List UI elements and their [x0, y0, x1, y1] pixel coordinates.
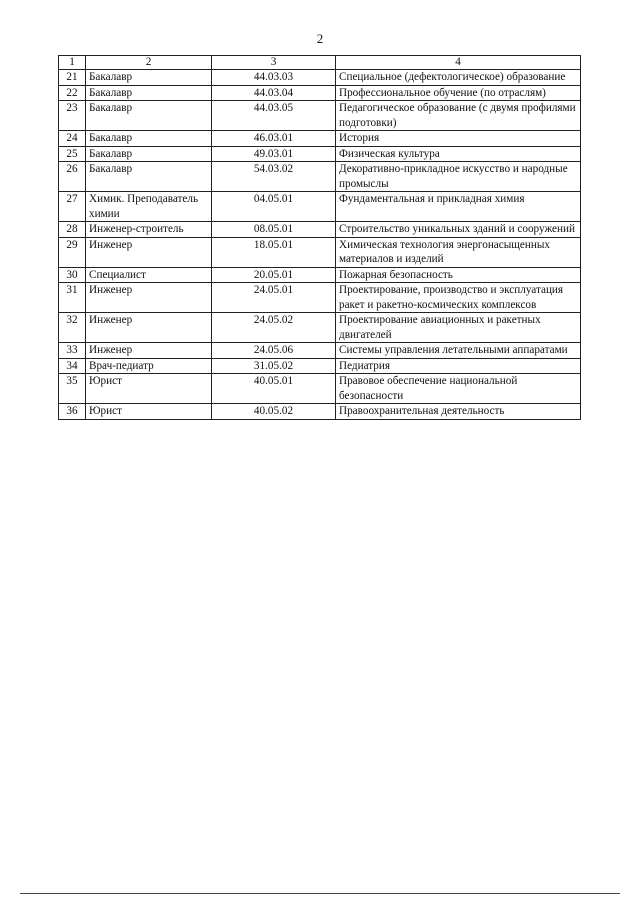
- qualification-cell: Юрист: [86, 374, 212, 404]
- row-number: 27: [59, 192, 86, 222]
- row-number: 33: [59, 343, 86, 359]
- table-row: [59, 283, 581, 313]
- code-cell: 20.05.01: [212, 267, 336, 283]
- table-row: [59, 101, 581, 131]
- specialty-cell: Педагогическое образование (с двумя профилями подготовки): [336, 101, 581, 131]
- qualification-cell: Бакалавр: [86, 85, 212, 101]
- specialty-cell: Химическая технология энергонасыщенных материалов и изделий: [336, 237, 581, 267]
- specialty-cell: Проектирование, производство и эксплуатация ракет и ракетно-космических комплексов: [336, 283, 581, 313]
- column-header-4: 4: [336, 56, 581, 70]
- code-cell: 44.03.04: [212, 85, 336, 101]
- specialty-cell: Профессиональное обучение (по отраслям): [336, 85, 581, 101]
- code-cell: 18.05.01: [212, 237, 336, 267]
- qualification-cell: Бакалавр: [86, 131, 212, 147]
- qualification-cell: Инженер: [86, 237, 212, 267]
- specialty-cell: Физическая культура: [336, 146, 581, 162]
- code-cell: 49.03.01: [212, 146, 336, 162]
- table-row: [59, 237, 581, 267]
- table-row: [59, 192, 581, 222]
- table-row: [59, 131, 581, 147]
- table-row: [59, 404, 581, 420]
- qualification-cell: Инженер-строитель: [86, 222, 212, 238]
- qualification-cell: Химик. Преподаватель химии: [86, 192, 212, 222]
- row-number: 29: [59, 237, 86, 267]
- specialty-cell: Правовое обеспечение национальной безопасности: [336, 374, 581, 404]
- row-number: 32: [59, 313, 86, 343]
- page-bottom-rule: [20, 893, 620, 894]
- code-cell: 40.05.01: [212, 374, 336, 404]
- code-cell: 40.05.02: [212, 404, 336, 420]
- qualification-cell: Бакалавр: [86, 101, 212, 131]
- table-row: [59, 267, 581, 283]
- row-number: 23: [59, 101, 86, 131]
- page-number: 2: [316, 31, 324, 46]
- table-row: [59, 85, 581, 101]
- table-row: [59, 70, 581, 86]
- row-number: 24: [59, 131, 86, 147]
- code-cell: 08.05.01: [212, 222, 336, 238]
- qualification-cell: Бакалавр: [86, 162, 212, 192]
- code-cell: 44.03.03: [212, 70, 336, 86]
- qualification-cell: Бакалавр: [86, 70, 212, 86]
- code-cell: 54.03.02: [212, 162, 336, 192]
- code-cell: 44.03.05: [212, 101, 336, 131]
- table-row: [59, 146, 581, 162]
- table-row: [59, 343, 581, 359]
- row-number: 28: [59, 222, 86, 238]
- specialty-cell: История: [336, 131, 581, 147]
- qualification-cell: Юрист: [86, 404, 212, 420]
- qualification-cell: Специалист: [86, 267, 212, 283]
- specialty-cell: Проектирование авиационных и ракетных двигателей: [336, 313, 581, 343]
- code-cell: 24.05.06: [212, 343, 336, 359]
- row-number: 34: [59, 358, 86, 374]
- qualification-cell: Инженер: [86, 283, 212, 313]
- qualification-cell: Инженер: [86, 343, 212, 359]
- column-header-3: 3: [212, 56, 336, 70]
- row-number: 35: [59, 374, 86, 404]
- table-row: [59, 313, 581, 343]
- qualification-cell: Врач-педиатр: [86, 358, 212, 374]
- column-header-2: 2: [86, 56, 212, 70]
- code-cell: 31.05.02: [212, 358, 336, 374]
- specialty-cell: Системы управления летательными аппаратами: [336, 343, 581, 359]
- row-number: 31: [59, 283, 86, 313]
- row-number: 21: [59, 70, 86, 86]
- row-number: 36: [59, 404, 86, 420]
- specialty-cell: Правоохранительная деятельность: [336, 404, 581, 420]
- table-row: [59, 374, 581, 404]
- code-cell: 24.05.01: [212, 283, 336, 313]
- specialty-cell: Специальное (дефектологическое) образование: [336, 70, 581, 86]
- table-header-row: [59, 56, 581, 70]
- table-row: [59, 358, 581, 374]
- specialty-cell: Строительство уникальных зданий и сооружений: [336, 222, 581, 238]
- qualification-cell: Бакалавр: [86, 146, 212, 162]
- row-number: 26: [59, 162, 86, 192]
- column-header-1: 1: [59, 56, 86, 70]
- specialties-table: [58, 55, 581, 420]
- specialty-cell: Педиатрия: [336, 358, 581, 374]
- code-cell: 46.03.01: [212, 131, 336, 147]
- row-number: 22: [59, 85, 86, 101]
- table-row: [59, 222, 581, 238]
- row-number: 30: [59, 267, 86, 283]
- code-cell: 04.05.01: [212, 192, 336, 222]
- row-number: 25: [59, 146, 86, 162]
- table-row: [59, 162, 581, 192]
- qualification-cell: Инженер: [86, 313, 212, 343]
- code-cell: 24.05.02: [212, 313, 336, 343]
- specialty-cell: Пожарная безопасность: [336, 267, 581, 283]
- specialty-cell: Фундаментальная и прикладная химия: [336, 192, 581, 222]
- specialty-cell: Декоративно-прикладное искусство и народные промыслы: [336, 162, 581, 192]
